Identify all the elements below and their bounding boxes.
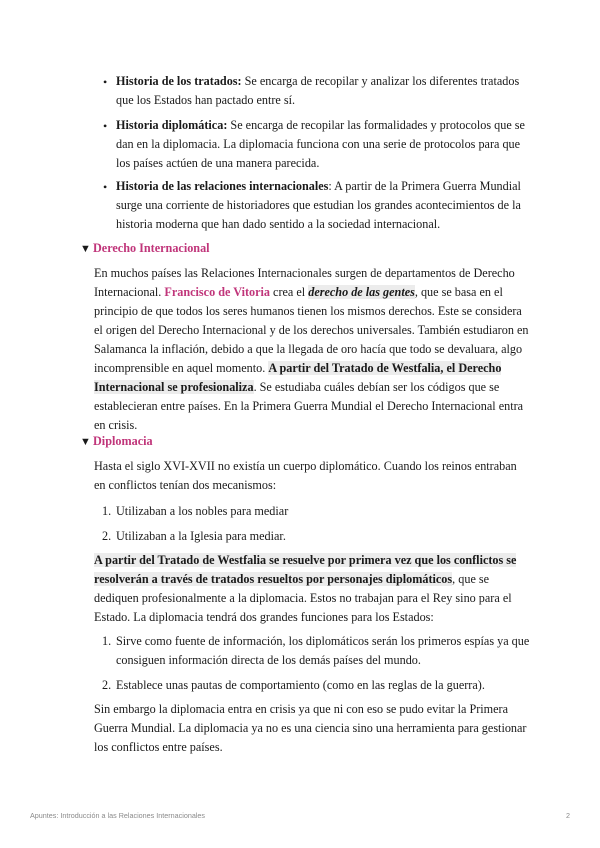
bullet-text: Se encarga de recopilar las formalidades y protocolos que se dan en la diplomacia. La diplomacia funciona con una serie de protocolos para que los países actúen de una manera parecida. bbox=[116, 118, 525, 170]
emphasis-term: derecho de las gentes bbox=[308, 285, 415, 299]
list-item: Utilizaban a los nobles para mediar bbox=[116, 504, 289, 518]
bullet-term: Historia de las relaciones internacionales bbox=[116, 179, 329, 193]
toggle-derecho-internacional[interactable] bbox=[80, 239, 210, 258]
diplomacia-intro: Hasta el siglo XVI-XVII no existía un cuerpo diplomático. Cuando los reinos entraban en conflictos tenían dos mecanismos: bbox=[94, 459, 517, 492]
list-item: Sirve como fuente de información, los diplomáticos serán los primeros espías ya que consiguen información directa de los demás países del mundo. bbox=[116, 634, 530, 667]
bullet-term: Historia diplomática: bbox=[116, 118, 228, 132]
diplomacia-closing: Sin embargo la diplomacia entra en crisis ya que ni con eso se pudo evitar la Primera Guerra Mundial. La diplomacia ya no es una ciencia sino una herramienta para gestionar los conflictos entre países. bbox=[94, 702, 527, 754]
bullet-dot: • bbox=[103, 75, 108, 89]
bullet-term: Historia de los tratados: bbox=[116, 74, 242, 88]
list-item: Utilizaban a la Iglesia para mediar. bbox=[116, 529, 286, 543]
text-run: . Se estudiaba cuáles debían ser los códigos que se establecieran entre países. En la Primera Guerra Mundial el Derecho Internacional entra en crisis. bbox=[94, 380, 524, 432]
bullet-item-diplomatica bbox=[116, 116, 526, 173]
bullet-dot: • bbox=[103, 180, 108, 194]
highlight-text: A partir del Tratado de Westfalia se resuelve por primera vez que los conflictos se resolverán a través de tratados resueltos por personajes diplomáticos bbox=[94, 553, 517, 586]
list-number: 1. bbox=[102, 634, 112, 648]
derecho-paragraph bbox=[94, 264, 530, 435]
page-number: 2 bbox=[566, 811, 570, 820]
section-heading: Diplomacia bbox=[93, 434, 153, 448]
list-item: Establece unas pautas de comportamiento (como en las reglas de la guerra). bbox=[116, 678, 485, 692]
footer-title: Apuntes: Introducción a las Relaciones Internacionales bbox=[30, 811, 206, 820]
toggle-triangle-icon[interactable]: ▼ bbox=[80, 243, 91, 255]
text-run: , que se basa en el principio de que todos los seres humanos tienen los mismos derechos. Este se considera el origen del Derecho Internacional y de los derechos universales. También estudiaron en Salamanca la inflación, debido a que la llegada de oro hacía que todo se devaluara, algo incomprensible en aquel momento. bbox=[94, 285, 529, 375]
bullet-item-tratados bbox=[116, 72, 526, 110]
toggle-triangle-icon[interactable]: ▼ bbox=[80, 436, 91, 448]
highlight-text: A partir del Tratado de Westfalia, el Derecho Internacional se profesionaliza bbox=[94, 361, 502, 394]
text-run: En muchos países las Relaciones Internacionales surgen de departamentos de Derecho Internacional. bbox=[94, 266, 515, 299]
diplomacia-paragraph bbox=[94, 551, 530, 627]
bullet-dot: • bbox=[103, 119, 108, 133]
section-heading: Derecho Internacional bbox=[93, 241, 210, 255]
list-number: 1. bbox=[102, 504, 112, 518]
list-number: 2. bbox=[102, 678, 112, 692]
bullet-item-relaciones bbox=[116, 177, 526, 234]
bullet-text: Se encarga de recopilar y analizar los diferentes tratados que los Estados han pactado entre sí. bbox=[116, 74, 520, 107]
toggle-diplomacia[interactable] bbox=[80, 432, 153, 451]
text-run: crea el bbox=[270, 285, 309, 299]
person-name: Francisco de Vitoria bbox=[164, 285, 270, 299]
list-number: 2. bbox=[102, 529, 112, 543]
text-run: , que se dediquen profesionalmente a la diplomacia. Estos no trabajan para el Rey sino para el Estado. La diplomacia tendrá dos grandes funciones para los Estados: bbox=[94, 572, 512, 624]
bullet-text: : A partir de la Primera Guerra Mundial surge una corriente de historiadores que estudian los grandes acontecimientos de la historia moderna que han dado sentido a la sociedad internacional. bbox=[116, 179, 521, 231]
